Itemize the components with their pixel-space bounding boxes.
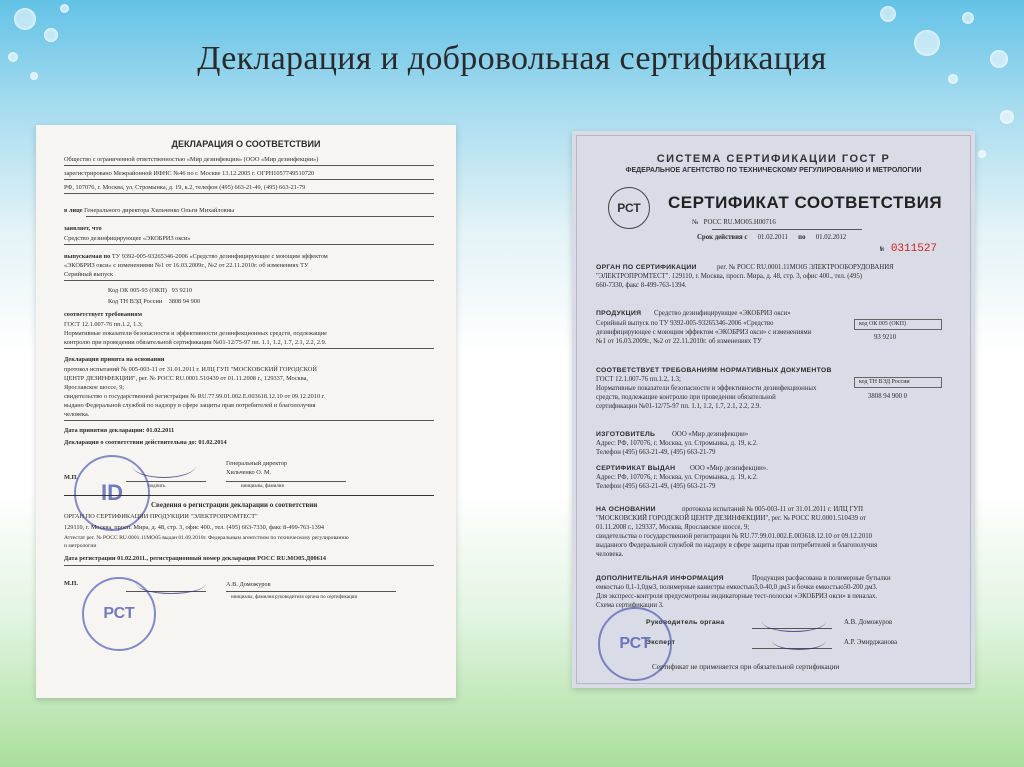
valid-from: 01.02.2011 (757, 234, 788, 241)
bubble (880, 6, 896, 22)
serial-prefix: № (880, 246, 885, 254)
produced-label: выпускаемая по (64, 253, 111, 260)
cert-req-line3: средств, подлежащие контролю при проведении обязательной (596, 394, 776, 401)
product-label: ПРОДУКЦИЯ (596, 310, 642, 317)
head-of-body-label: Руководитель органа (646, 619, 725, 626)
reg-line: зарегистрировано Межрайонной ИФНС №46 по г. Москве 13.12.2005 г. ОГРН1057749510720 (64, 170, 315, 177)
cert-tnved-label: код ТН ВЭД России (859, 379, 910, 385)
person-value: Генерального директора Хильченко Ольги Михайловны (84, 207, 235, 214)
issued-line1: ООО «Мир дезинфекции». (690, 465, 768, 472)
rst-logo (608, 187, 650, 229)
basis-line4: свидетельство о государственной регистрации № RU.77.99.01.002.E.003618.12.10 от 09.12.2010 г. (64, 393, 326, 400)
certification-system: СИСТЕМА СЕРТИФИКАЦИИ ГОСТ Р (656, 153, 891, 165)
basis-line2: ЦЕНТР ДЕЗИНФЕКЦИИ", рег. № РОСС RU.0001.510439 от 01.11.2008 г., 129337, Москва, (64, 375, 308, 382)
basis-line5: выдано Федеральной службой по надзору в сфере защиты прав потребителей и благополучия (64, 402, 316, 409)
cert-okp-label: код ОК 005 (ОКП) (859, 321, 906, 327)
org-label: ОРГАН ПО СЕРТИФИКАЦИИ (596, 264, 697, 271)
declares-label: заявляет, что (64, 225, 102, 232)
basis-label: Декларация принята на основании (64, 356, 165, 363)
mp-label: М.П. (64, 474, 78, 481)
person-row (64, 207, 234, 215)
registration-org-address: 129110, г. Москва, просп. Мира, д. 48, стр. 3, офис 400., тел. (495) 663-7330, факс 8-499-763-1394 (64, 524, 325, 531)
extra-line2: емкостью 0,1-1,0дм3, полимерные канистры емкостью3,0-40,0 дм3 и бочки емкостью50-200 дм3. (596, 584, 878, 591)
product-line3: дезинфицирующее с моющим эффектом «ЭКОБРИЗ окси» с изменениями (596, 329, 812, 336)
basis-line3: Ярославское шоссе, 9; (64, 384, 125, 391)
produced-row (64, 253, 328, 261)
company-stamp: ID (74, 455, 150, 531)
head-signature (762, 611, 826, 632)
cert-tnved-value: 3808 94 900 0 (868, 393, 908, 400)
requirements-label: соответствует требованиям (64, 311, 142, 318)
org-line2: "ЭЛЕКТРОПРОМТЕСТ". 129110, г. Москва, просп. Мира, д. 48, стр. 3, офис 400., тел. (495) (596, 273, 863, 280)
validity-row (697, 234, 846, 243)
produced-line2: «ЭКОБРИЗ окси» с изменениями №1 от 16.03.2009г., №2 от 22.11.2010г. об изменениях ТУ (64, 262, 309, 269)
bubble (978, 150, 986, 158)
org-line3: 660-7330, факс 8-499-763-1394. (596, 282, 687, 289)
cert-basis-line6: человека. (596, 551, 624, 558)
cert-req-line2: Нормативные показатели безопасности и эффективности дезинфекционных (596, 385, 817, 392)
head-of-body-name: А.В. Доможуров (844, 619, 893, 626)
registration-sign-caption: инициалы, фамилия руководителя органа по сертификации (231, 595, 358, 600)
person-label: в лице (64, 207, 83, 214)
cert-req-line1: ГОСТ 12.1.007-76 пп.1.2, 1.3; (596, 376, 681, 383)
number-value: РОСС RU.МО05.Н00716 (703, 219, 776, 226)
expert-signature (772, 631, 826, 650)
registration-accreditation: Аттестат рег. № РОСС RU.0001.11МО05 выдан 01.09.2010г. Федеральным агентством по техническому регулированию (64, 535, 349, 541)
tnved-value: 3808 94 900 (168, 298, 201, 305)
product-line: Средство дезинфицирующее «ЭКОБРИЗ окси» (64, 235, 191, 242)
cert-req-line4: сертификации №01-12/75-97 пп. 1.1, 1.2, 1.7, 2.1, 2.2, 2.9. (596, 403, 762, 410)
bubble (14, 8, 36, 30)
registration-heading: Сведения о регистрации декларации о соответствии (151, 501, 318, 509)
issued-line3: Телефон (495) 663-21-49, (495) 663-21-79 (596, 483, 716, 490)
tnved-row (108, 298, 200, 306)
registration-org: ОРГАН ПО СЕРТИФИКАЦИИ ПРОДУКЦИИ "ЭЛЕКТРОПРОМТЕСТ" (64, 513, 258, 520)
date-accepted: Дата принятия декларации: 01.02.2011 (64, 427, 175, 434)
expert-name: А.Р. Эмирджанова (844, 639, 898, 646)
requirements-line3: контролю при проведении обязательной сертификации №01-12/75-97 пп. 1.1, 1.2, 1.7, 2.1, 2.2, 2.9. (64, 339, 327, 346)
address-line: РФ, 107076, г. Москва, ул. Стромынка, д. 19, к.2, телефон (495) 663-21-49, (495) 663-21-79 (64, 184, 306, 191)
certificate-title: СЕРТИФИКАТ СООТВЕТСТВИЯ (668, 193, 943, 212)
issued-line2: Адрес: РФ, 107076, г. Москва, ул. Стромынка, д. 19, к.2. (596, 474, 758, 481)
bubble (962, 12, 974, 24)
extra-line4: Схема сертификации 3. (596, 602, 664, 609)
cert-basis-line5: выданного Федеральной службой по надзору в сфере защиты прав потребителей и благополучия (596, 542, 878, 549)
maker-line1: ООО «Мир дезинфекции» (672, 431, 749, 438)
requirements-line2: Нормативные показатели безопасности и эффективности дезинфекционных средств, подлежащие (64, 330, 327, 337)
serial-output: Серийный выпуск (64, 271, 114, 278)
federal-agency: ФЕДЕРАЛЬНОЕ АГЕНТСТВО ПО ТЕХНИЧЕСКОМУ РЕГУЛИРОВАНИЮ И МЕТРОЛОГИИ (625, 167, 922, 174)
number-label: № (692, 219, 699, 226)
declaration-heading: ДЕКЛАРАЦИЯ О СООТВЕТСТВИИ (171, 139, 321, 149)
bubble (60, 4, 69, 13)
serial-number: 0311527 (890, 243, 938, 255)
extra-line3: Для экспресс-контроля предусмотрены индикаторные тест-полоски «ЭКОБРИЗ окси» в пеналах. (596, 593, 878, 600)
signer-name: Хильченко О. М. (226, 469, 272, 476)
bubble (1000, 110, 1014, 124)
basis-line6: человека. (64, 411, 90, 418)
maker-line2: Адрес: РФ, 107076, г. Москва, ул. Стромынка, д. 19, к.2. (596, 440, 758, 447)
rst-logo-text: РСТ (617, 201, 641, 215)
cert-basis-line4: свидетельства о государственной регистрации № RU.77.99.01.002.E.003618.12.10 от 09.12.2010 (596, 533, 873, 540)
mp-label-2: М.П. (64, 580, 78, 587)
tnved-label: Код ТН ВЭД России (108, 298, 163, 305)
director-signature (132, 453, 196, 478)
product-line1: Средство дезинфицирующее «ЭКОБРИЗ окси» (654, 310, 791, 317)
registration-accreditation-2: и метрологии (64, 543, 97, 549)
valid-until: Декларация о соответствии действительна до: 01.02.2014 (64, 439, 227, 446)
registration-date-line: Дата регистрации 01.02.2011., регистрационный номер декларации РОСС RU.МО05.Д00614 (64, 555, 327, 562)
maker-label: ИЗГОТОВИТЕЛЬ (596, 431, 656, 438)
cert-basis-line1: протокола испытаний № 005-003-11 от 31.01.2011 г. ИЛЦ ГУП (682, 506, 864, 513)
slide-title: Декларация и добровольная сертификация (197, 40, 827, 77)
product-line4: №1 от 16.03.2009г., №2 от 22.11.2010г. об изменениях ТУ (596, 338, 762, 345)
signer-title: Генеральный директор (226, 460, 288, 467)
registration-signer: А.В. Доможуров (226, 581, 271, 588)
okp-row (108, 287, 192, 295)
issued-label: СЕРТИФИКАТ ВЫДАН (596, 465, 676, 472)
extra-line1: Продукция расфасована в полимерные бутылки (752, 575, 891, 582)
requirements-label: СООТВЕТСТВУЕТ ТРЕБОВАНИЯМ НОРМАТИВНЫХ ДОКУМЕНТОВ (596, 367, 832, 374)
org-line1: рег. № РОСС RU.0001.11МО05 ЭЛЕКТРООБОРУДОВАНИЯ (717, 264, 894, 271)
certificate-footer: Сертификат не применяется при обязательной сертификации (652, 663, 840, 671)
cert-stamp-text: РСТ (619, 635, 651, 652)
okp-value: 93 9210 (171, 287, 193, 294)
product-line2: Серийный выпуск по ТУ 9392-005-93265346-2006 «Средство (596, 320, 774, 327)
validity-to-label: по (798, 234, 806, 241)
cert-okp-value: 93 9210 (874, 334, 897, 341)
serial-row (880, 243, 937, 255)
valid-to: 01.02.2012 (815, 234, 847, 241)
cert-basis-line2: "МОСКОВСКИЙ ГОРОДСКОЙ ЦЕНТР ДЕЗИНФЕКЦИИ", рег. № РОСС RU.0001.510439 от (596, 515, 866, 522)
registrar-signature (136, 573, 206, 594)
extra-info-label: ДОПОЛНИТЕЛЬНАЯ ИНФОРМАЦИЯ (596, 575, 724, 582)
basis-line1: протокол испытаний № 005-003-11 от 31.01.2011 г. ИЛЦ ГУП "МОСКОВСКИЙ ГОРОДСКОЙ (64, 366, 317, 373)
certificate-document (572, 131, 975, 688)
rst-stamp-text: РСТ (103, 605, 135, 622)
declaration-document (36, 125, 456, 698)
certificate-number-row (692, 219, 776, 228)
expert-label: Эксперт (646, 639, 676, 646)
validity-label: Срок действия с (697, 234, 748, 241)
cert-basis-line3: 01.11.2008 г., 129337, Москва, Ярославское шоссе, 9; (596, 524, 750, 531)
okp-label: Код ОК 005-93 (ОКП) (108, 287, 167, 294)
basis-label: НА ОСНОВАНИИ (596, 506, 656, 513)
requirements-line1: ГОСТ 12.1.007-76 пп.1.2, 1.3; (64, 321, 143, 328)
sign-caption-2: инициалы, фамилия (241, 484, 284, 489)
produced-line1: ТУ 9392-005-93265346-2006 «Средство дезинфицирующее с моющим эффектом (111, 253, 328, 260)
sign-caption-1: подпись (148, 484, 166, 489)
org-line: Общество с ограниченной ответственностью «Мир дезинфекции» (ООО «Мир дезинфекции») (64, 156, 319, 163)
maker-line3: Телефон (495) 663-21-49, (495) 663-21-79 (596, 449, 716, 456)
